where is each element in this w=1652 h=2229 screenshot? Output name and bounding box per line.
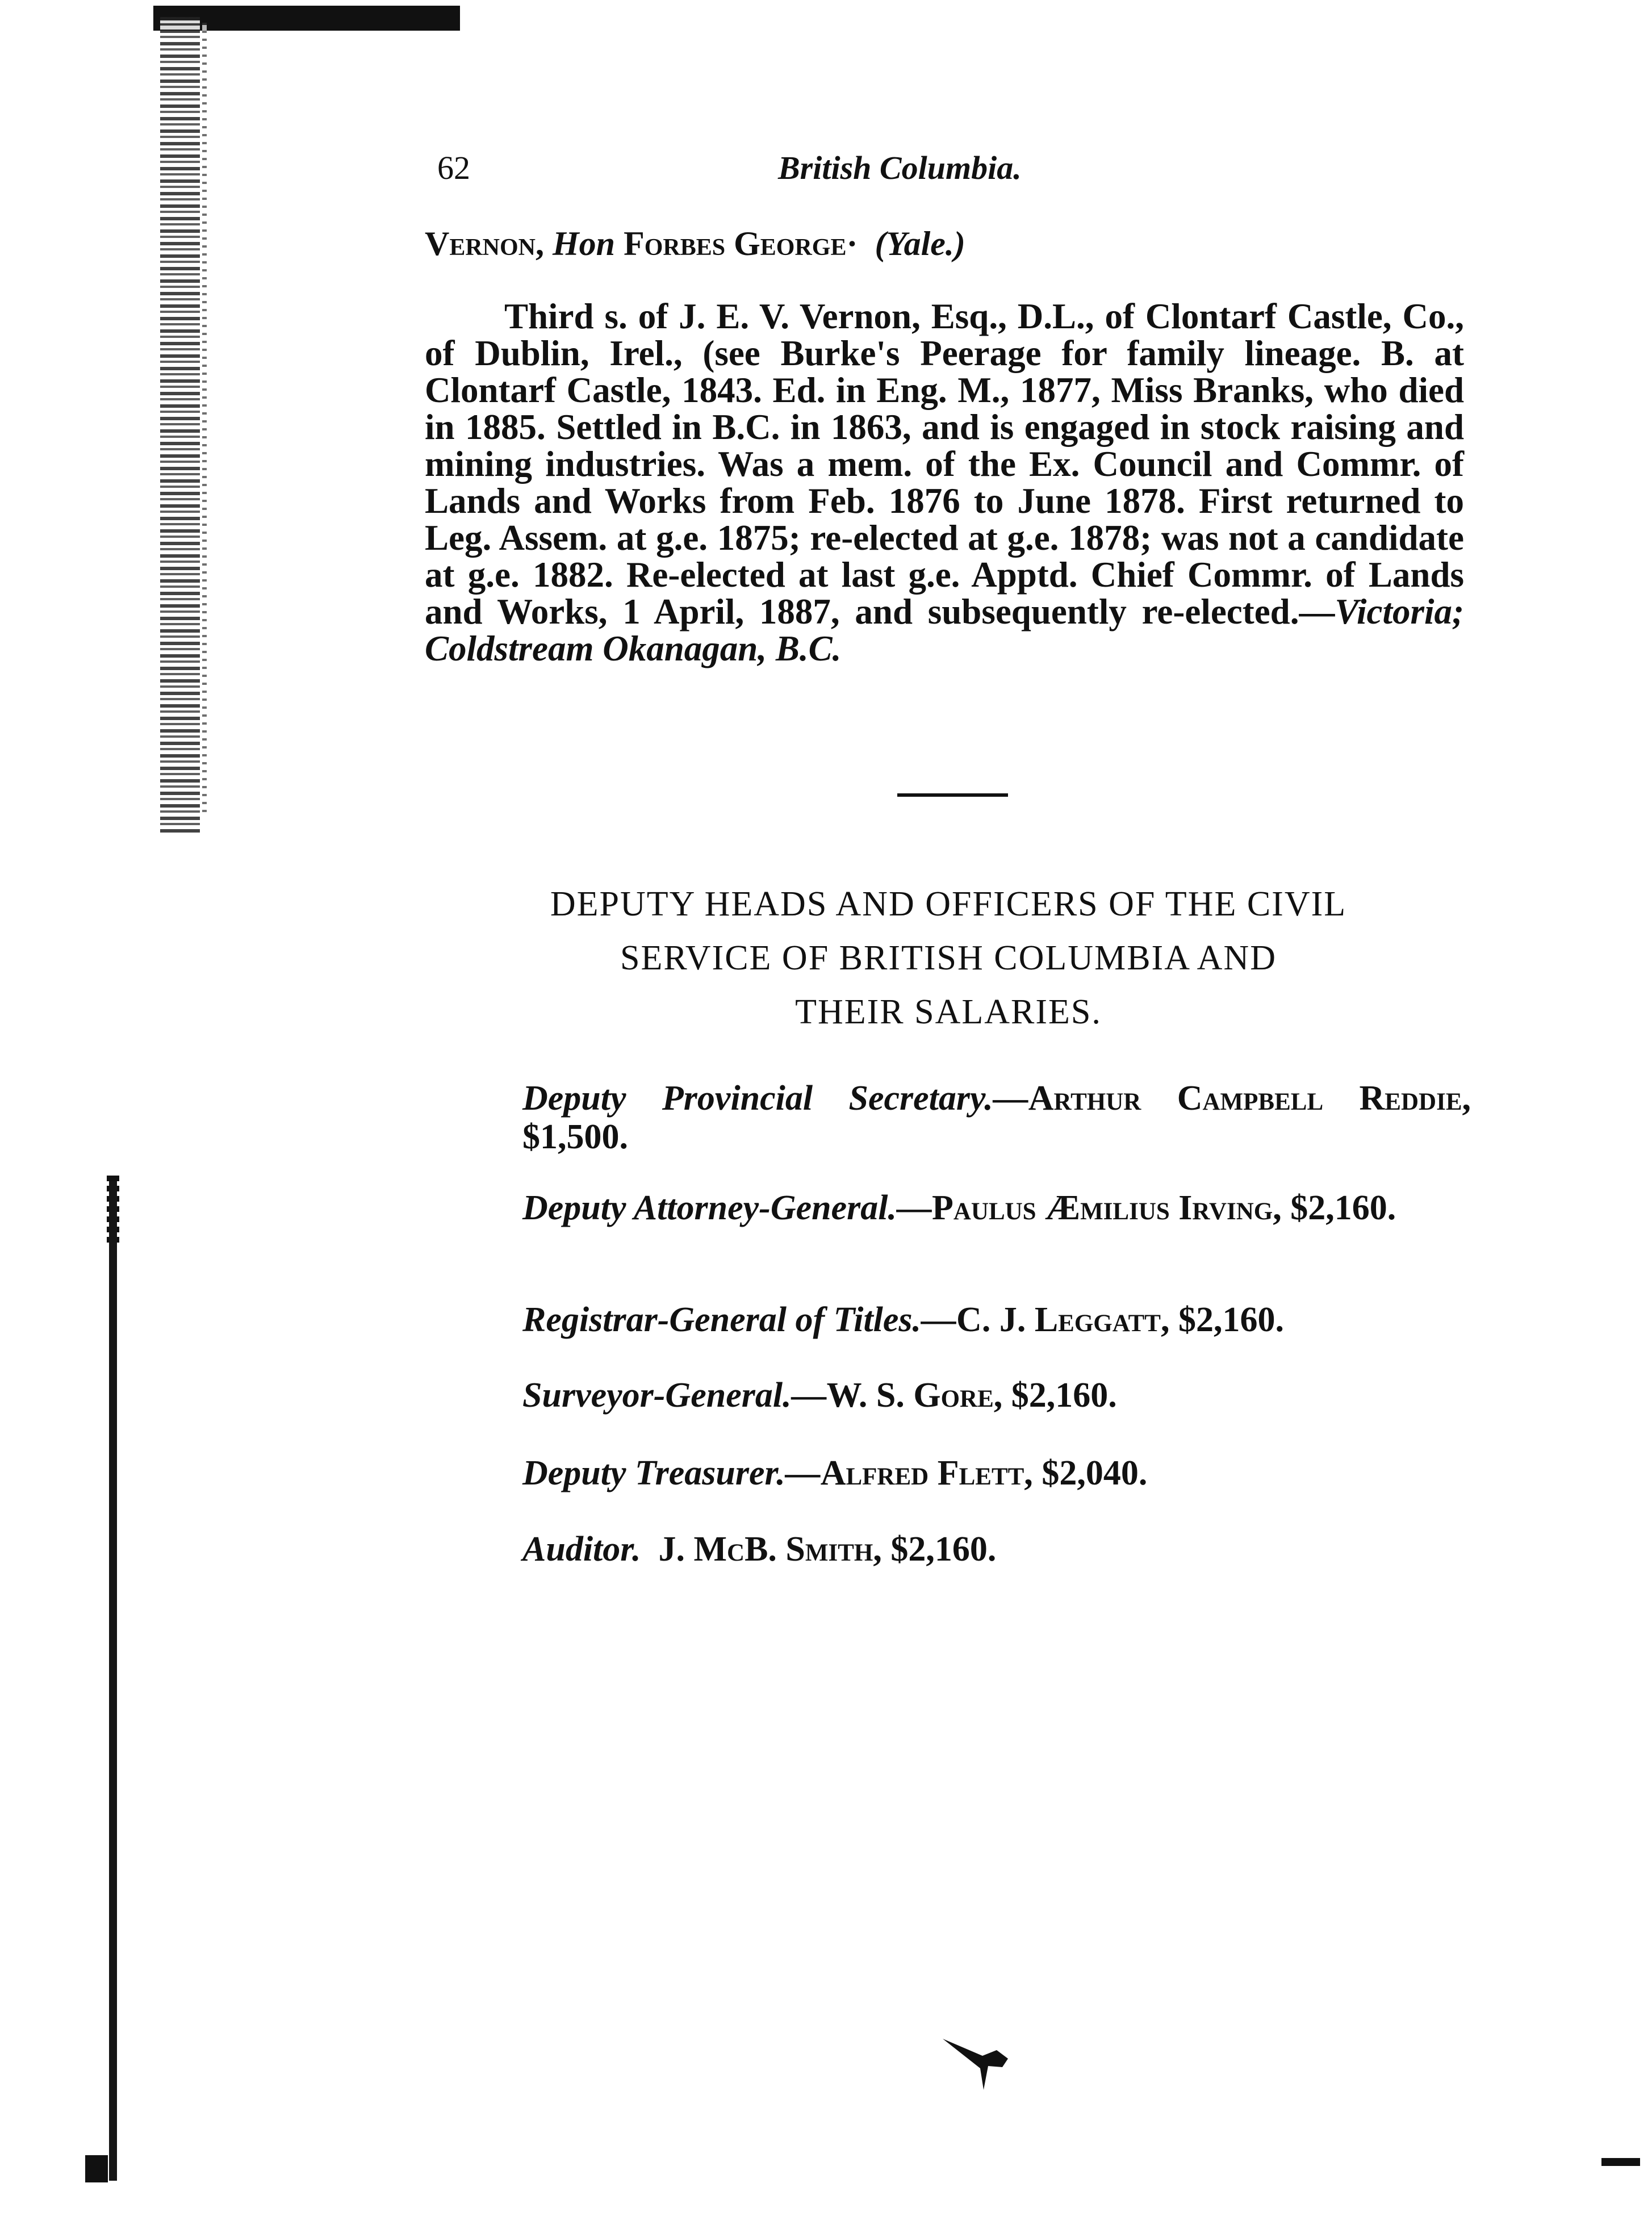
scan-binding-edge: [160, 17, 200, 835]
entry-surname: Vernon,: [425, 225, 545, 262]
officer-entry: [522, 1454, 1471, 1492]
entry-constituency: (Yale.): [875, 225, 965, 262]
running-title: British Columbia.: [778, 149, 1022, 186]
scan-corner-mark: [85, 2155, 108, 2182]
officer-title: Deputy Treasurer.—: [522, 1454, 821, 1492]
scan-binding-edge-thin: [202, 23, 207, 818]
officer-name: C. J. Leggatt,: [956, 1300, 1170, 1339]
officer-title: Registrar-General of Titles.—: [522, 1300, 957, 1339]
entry-body-text: Third s. of J. E. V. Vernon, Esq., D.L., of Clontarf Castle, Co., of Dublin, Irel., (see Burke's Peerage for family lineage. B. at Clontarf Castle, 1843. Ed. in Eng. M., 1877, Miss Branks, who died in 1885. Settled in B.C. in 1863, and is engaged in stock raising and mining industries. Was a mem. of the Ex. Council and Commr. of Lands and Works from Feb. 1876 to June 1878. First returned to Leg. Assem. at g.e. 1875; re-elected at g.e. 1878; was not a candidate at g.e. 1882. Re-elected at last g.e. Apptd. Chief Commr. of Lands and Works, 1 April, 1887, and subsequently re-elected.—: [425, 296, 1464, 632]
page-number: 62: [437, 149, 470, 186]
officer-entry: [522, 1530, 1471, 1569]
officer-title: Deputy Attorney-General.—: [522, 1189, 932, 1227]
officer-salary: $2,040.: [1042, 1454, 1148, 1492]
entry-biography: [425, 298, 1464, 667]
section-title: [420, 877, 1477, 1039]
entry-honorific: Hon: [553, 225, 616, 262]
officer-salary: $2,160.: [1290, 1189, 1396, 1227]
officer-entry: [443, 1189, 1471, 1227]
officer-title: Auditor.: [522, 1530, 641, 1569]
officer-salary: $2,160.: [890, 1530, 997, 1569]
scan-margin-rule: [109, 1181, 117, 2181]
officer-name: Paulus Æmilius Irving,: [931, 1189, 1282, 1227]
officer-name: J. McB. Smith,: [658, 1530, 882, 1569]
officer-name: W. S. Gore,: [826, 1376, 1003, 1415]
officer-title: Surveyor-General.—: [522, 1376, 827, 1415]
officer-entry: [522, 1300, 1471, 1339]
officer-title: Deputy Provincial Secretary.—: [522, 1079, 1028, 1118]
running-header: [437, 149, 1113, 189]
officer-name: Arthur Campbell Reddie,: [1028, 1079, 1471, 1118]
entry-heading: [425, 224, 1447, 264]
officer-salary: $1,500.: [522, 1118, 628, 1156]
officer-entry: [443, 1079, 1471, 1156]
section-title-line-2: SERVICE OF BRITISH COLUMBIA AND: [620, 939, 1277, 977]
officer-salary: $2,160.: [1178, 1300, 1284, 1339]
section-divider: [897, 793, 1008, 797]
scan-right-mark: [1601, 2158, 1640, 2166]
entry-address: Victoria; Coldstream Okanagan, B.C.: [425, 592, 1464, 668]
officer-name: Alfred Flett,: [820, 1454, 1033, 1492]
section-title-line-1: DEPUTY HEADS AND OFFICERS OF THE CIVIL: [550, 885, 1347, 923]
entry-given-names: Forbes George·: [624, 225, 858, 262]
officer-entry: [522, 1376, 1471, 1415]
section-title-line-3: THEIR SALARIES.: [795, 993, 1102, 1031]
printer-ornament-icon: [943, 2033, 1028, 2096]
officer-salary: $2,160.: [1011, 1376, 1117, 1415]
